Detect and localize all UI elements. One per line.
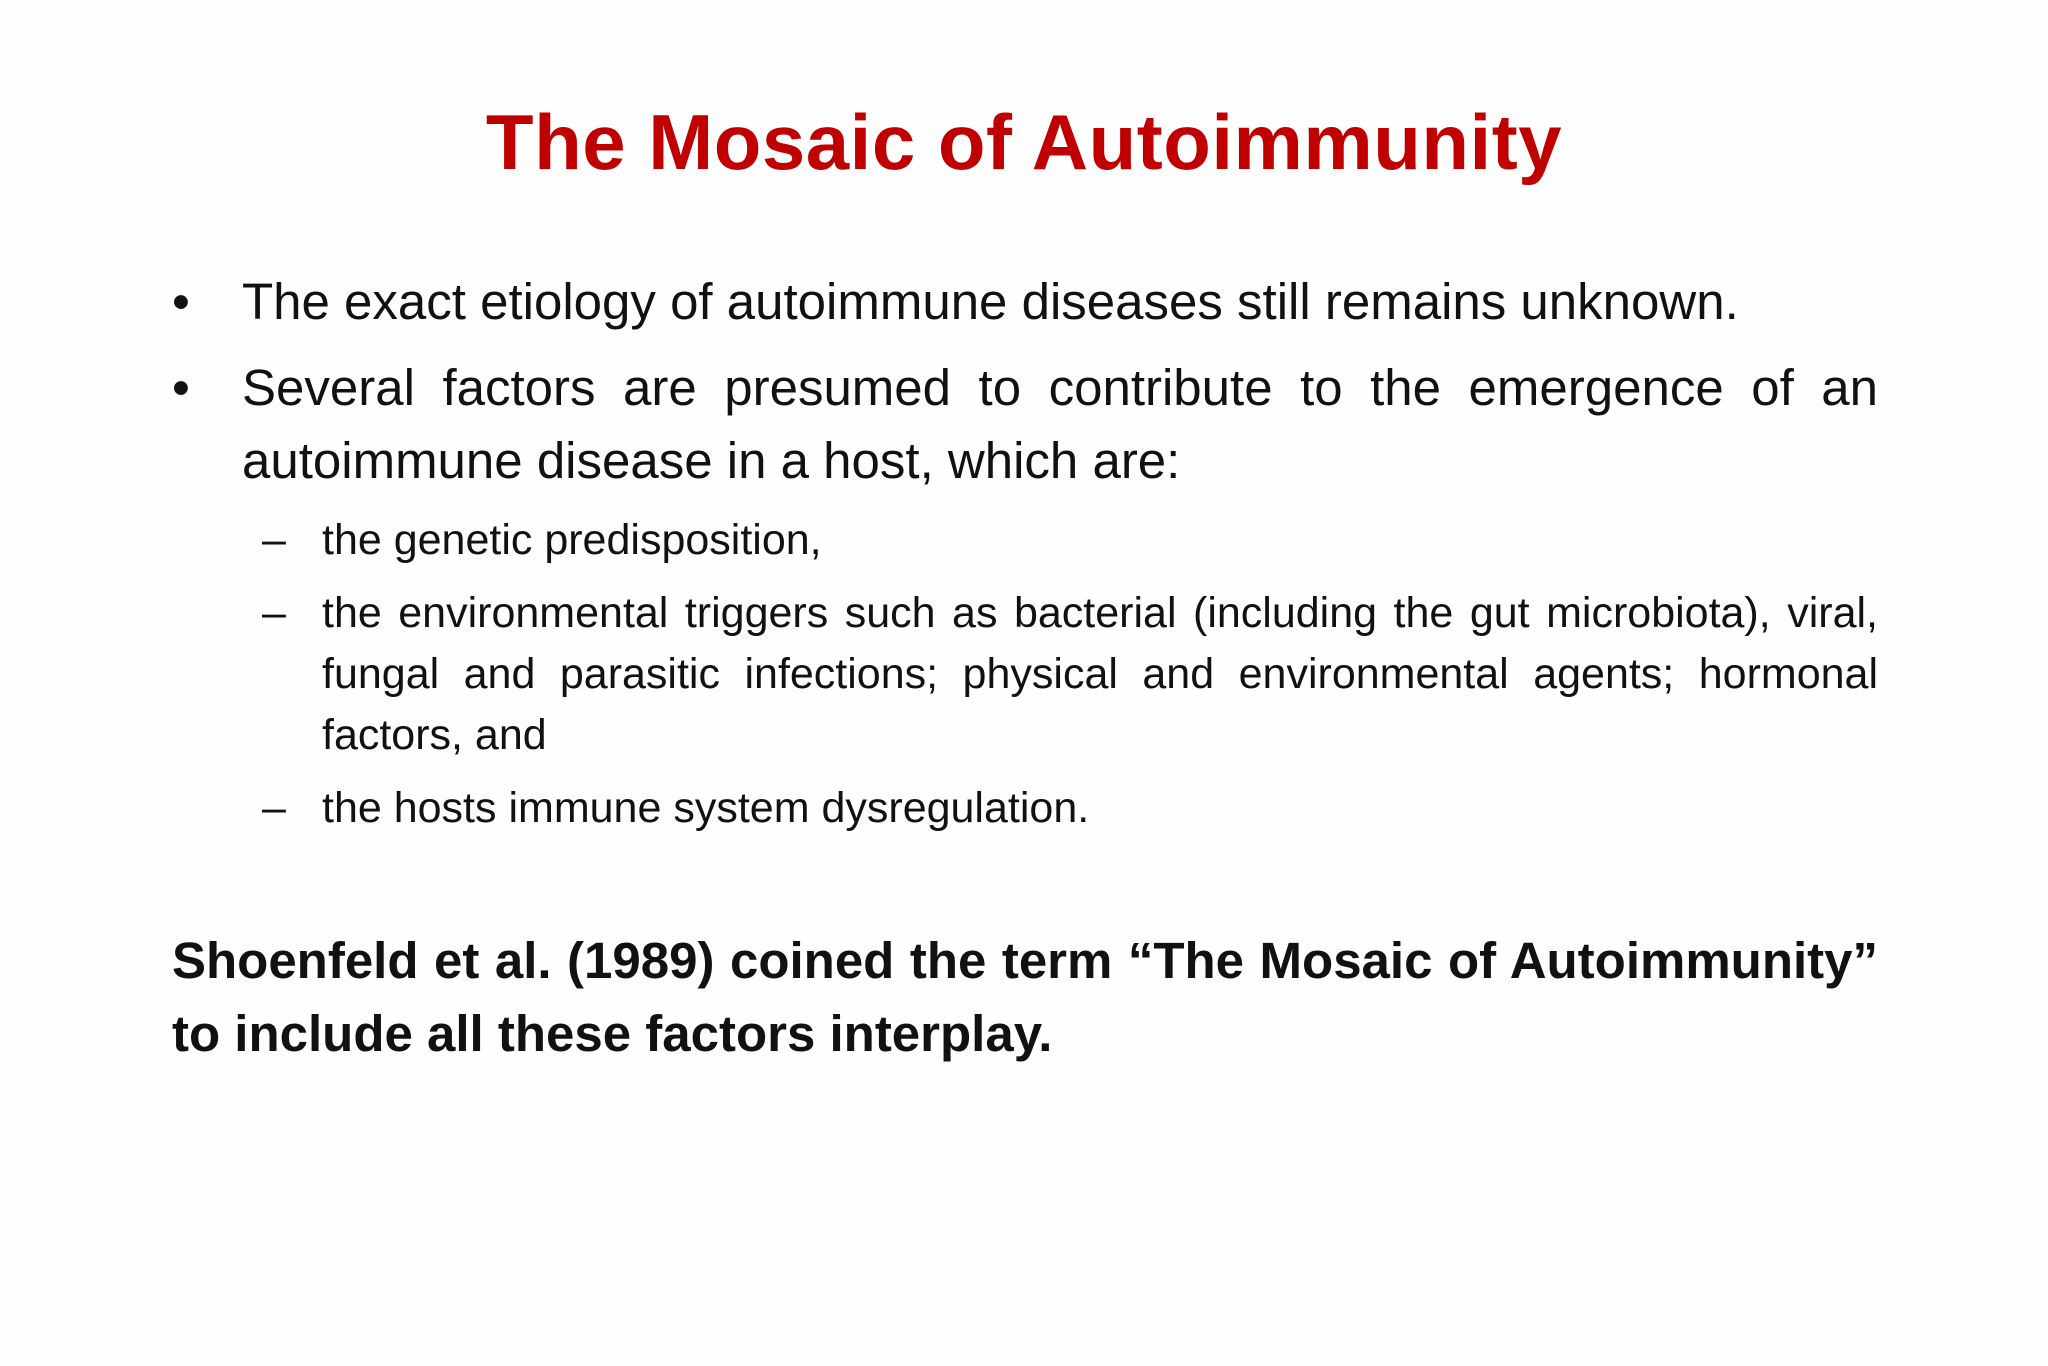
sub-bullet-item — [262, 510, 1878, 571]
sub-bullet-marker: – — [262, 589, 286, 637]
sub-bullet-item — [262, 778, 1878, 839]
sub-bullet-list — [262, 510, 1878, 839]
bullet-list — [172, 265, 1878, 851]
sub-bullet-item — [262, 583, 1878, 766]
bullet-text: The exact etiology of autoimmune diseases still remains unknown. — [242, 273, 1739, 330]
bullet-item — [172, 351, 1878, 497]
sub-bullet-marker: – — [262, 784, 286, 832]
sub-bullet-text: the genetic predisposition, — [322, 516, 822, 564]
bullet-item — [172, 265, 1878, 338]
slide-title: The Mosaic of Autoimmunity — [485, 98, 1563, 186]
bullet-text: Several factors are presumed to contribute to the emergence of an autoimmune disease in a host, which are: — [242, 359, 1878, 489]
sub-bullet-text: the environmental triggers such as bacterial (including the gut microbiota), viral, fungal and parasitic infections; physical and environmental agents; hormonal factors, and — [322, 589, 1878, 759]
sub-bullet-marker: – — [262, 516, 286, 564]
conclusion-text: Shoenfeld et al. (1989) coined the term “The Mosaic of Autoimmunity” to include all these factors interplay. — [172, 932, 1878, 1062]
bullet-marker: • — [172, 359, 190, 416]
sub-bullet-text: the hosts immune system dysregulation. — [322, 784, 1090, 832]
bullet-marker: • — [172, 273, 190, 330]
